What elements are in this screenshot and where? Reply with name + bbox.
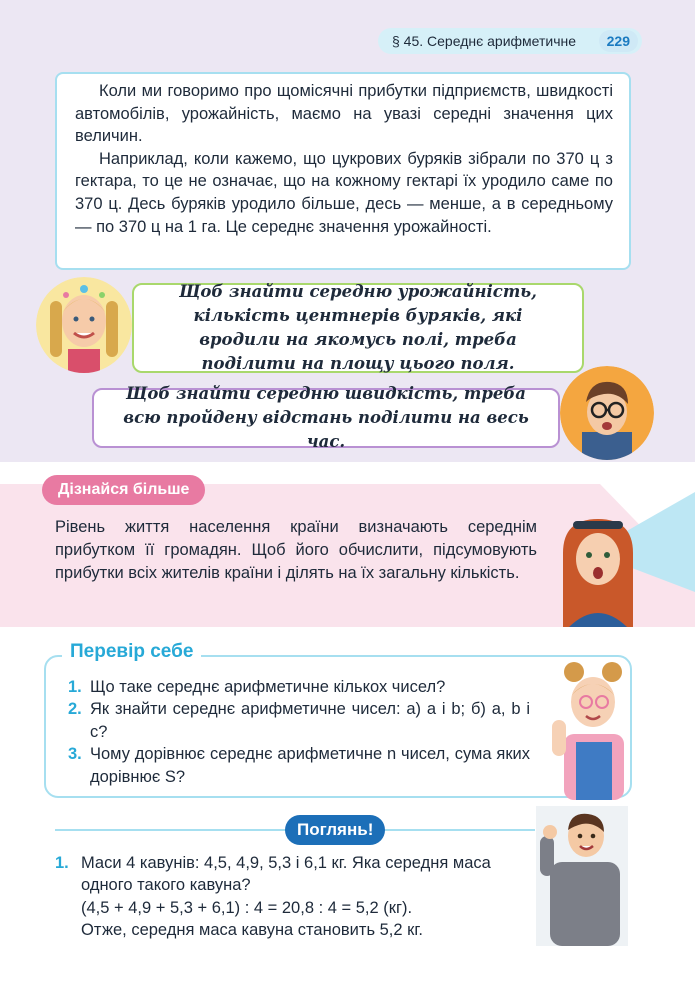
example-line: Маси 4 кавунів: 4,5, 4,9, 5,3 і 6,1 кг. Яка середня маса одного такого кавуна? xyxy=(81,854,491,895)
speech-bubble-yield-text: Щоб знайти середню урожайність, кількість центнерів буряків, які вродили на якомусь полі, треба поділити на площу цього поля. xyxy=(179,282,537,373)
speech-bubble-speed-text: Щоб знайти середню швидкість, треба всю пройдену відстань поділити на весь час. xyxy=(123,384,529,451)
surprised-girl-illustration xyxy=(553,513,643,627)
question-number: 3. xyxy=(68,745,82,764)
pointing-boy-picture xyxy=(536,806,628,946)
question-text: Чому дорівнює середнє арифметичне n чисел, сума яких дорівнює S? xyxy=(90,745,530,786)
question-item xyxy=(68,743,530,788)
thinking-girl-picture xyxy=(550,660,640,800)
page-number: 229 xyxy=(599,30,638,52)
intro-paragraph: Наприклад, коли кажемо, що цукрових буряків зібрали по 370 ц з гектара, то це не означає, що на кожному гектарі їх уродило саме по 370 ц. Десь буряків уродило більше, десь — менше, а в середньому — по 370 ц на 1 га. Це середнє значення урожайності. xyxy=(75,149,613,236)
question-item xyxy=(68,698,530,743)
example-number: 1. xyxy=(55,854,69,872)
intro-paragraph: Коли ми говоримо про щомісячні прибутки підприємств, швидкості автомобілів, урожайність, маємо на увазі середні значення цих величин. xyxy=(75,82,613,146)
example-line: (4,5 + 4,9 + 5,3 + 6,1) : 4 = 20,8 : 4 = 5,2 (кг). xyxy=(81,898,413,917)
thinking-girl-illustration xyxy=(550,660,640,800)
speech-bubble-speed xyxy=(92,384,560,451)
intro-text-box xyxy=(55,72,631,270)
girl-avatar xyxy=(36,277,132,373)
check-yourself-questions xyxy=(68,676,530,788)
question-text: Як знайти середнє арифметичне чисел: а) a і b; б) a, b і c? xyxy=(90,700,530,741)
question-number: 1. xyxy=(68,678,82,696)
boy-avatar-illustration xyxy=(560,366,654,460)
pointing-boy-illustration xyxy=(536,806,628,946)
surprised-girl-picture xyxy=(553,513,643,627)
speech-bubble-yield xyxy=(132,283,584,373)
question-item xyxy=(68,676,530,698)
check-yourself-title: Перевір себе xyxy=(62,640,201,664)
worked-example xyxy=(55,852,525,942)
learn-more-text: Рівень життя населення країни визначають середнім прибутком її громадян. Щоб його обчислити, підсумовують прибутки всіх жителів країни і ділять на їх загальну кількість. xyxy=(55,518,537,583)
girl-avatar-illustration xyxy=(36,277,132,373)
look-label: Поглянь! xyxy=(285,815,385,845)
question-text: Що таке середнє арифметичне кількох чисел? xyxy=(90,678,446,696)
section-header xyxy=(378,28,642,54)
boy-avatar xyxy=(560,366,654,460)
question-number: 2. xyxy=(68,700,82,719)
section-title: § 45. Середнє арифметичне xyxy=(392,33,577,49)
learn-more-label: Дізнайся більше xyxy=(42,475,205,505)
example-body xyxy=(81,852,525,942)
example-line: Отже, середня маса кавуна становить 5,2 кг. xyxy=(81,921,423,940)
